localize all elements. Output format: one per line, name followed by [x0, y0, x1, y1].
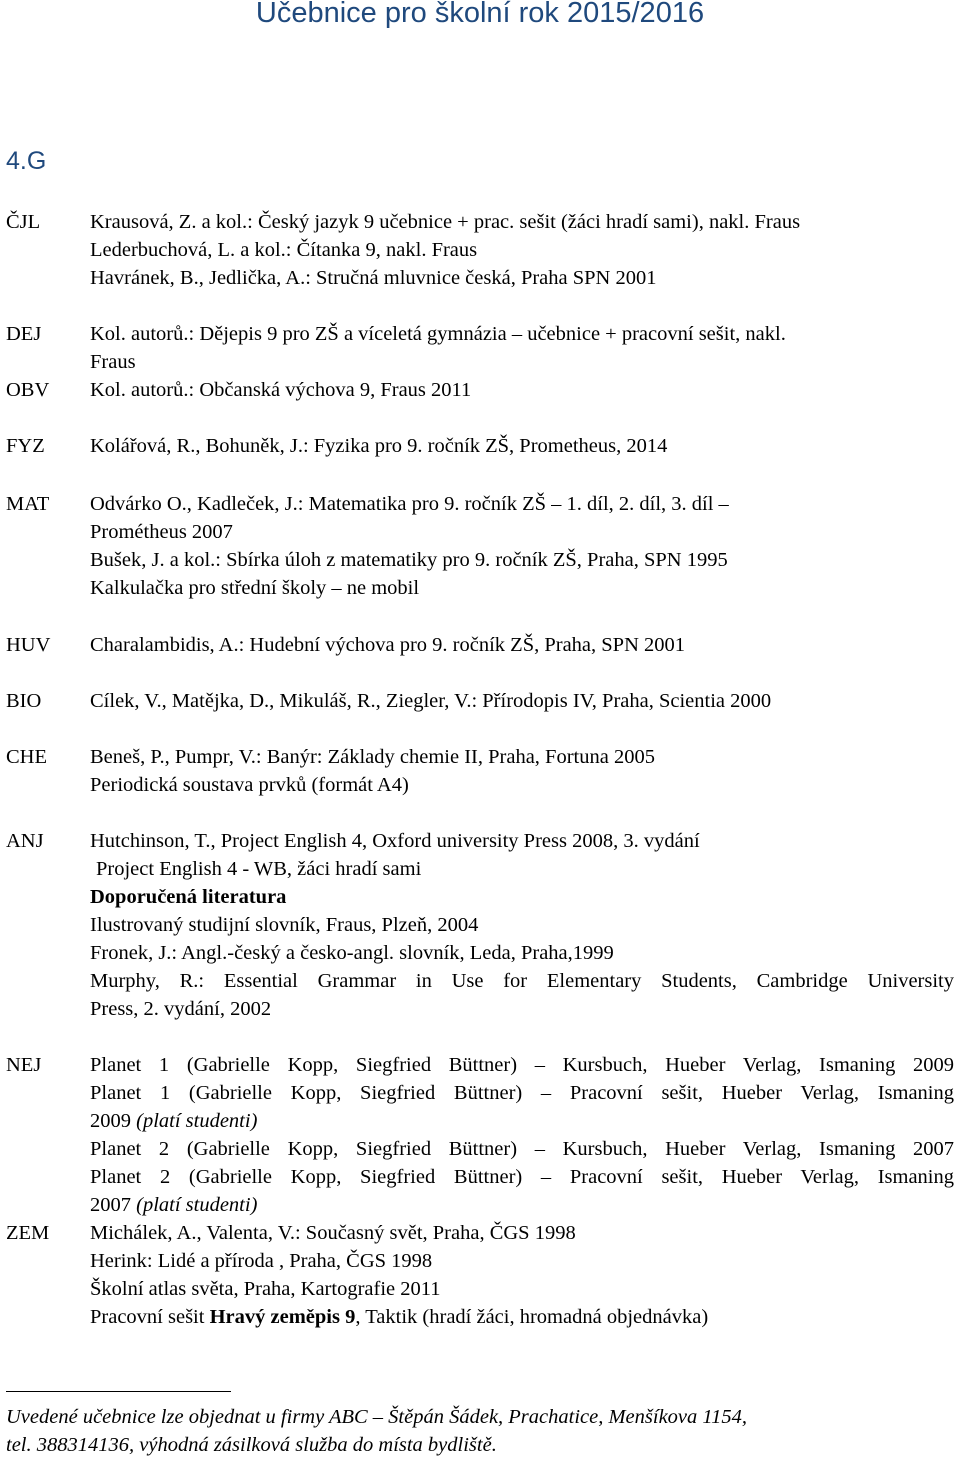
book-line: Havránek, B., Jedlička, A.: Stručná mluvnice česká, Praha SPN 2001: [90, 267, 657, 289]
book-line: Press, 2. vydání, 2002: [90, 998, 272, 1020]
book-line: Charalambidis, A.: Hudební výchova pro 9. ročník ZŠ, Praha, SPN 2001: [90, 634, 686, 656]
footer-note-line-1: Uvedené učebnice lze objednat u firmy ABC – Štěpán Šádek, Prachatice, Menšíkova 1154,: [6, 1406, 748, 1428]
book-line: Hutchinson, T., Project English 4, Oxford university Press 2008, 3. vydání: [90, 830, 700, 852]
book-line: Planet 2 (Gabrielle Kopp, Siegfried Büttner) – Kursbuch, Hueber Verlag, Ismaning 2007: [90, 1138, 954, 1160]
subject-code-obv: OBV: [6, 379, 50, 401]
book-line: Michálek, A., Valenta, V.: Současný svět, Praha, ČGS 1998: [90, 1222, 576, 1244]
page-title: Učebnice pro školní rok 2015/2016: [255, 0, 705, 29]
student-pays-note: (platí studenti): [136, 1194, 258, 1216]
footer-note-line-2: tel. 388314136, výhodná zásilková služba do místa bydliště.: [6, 1434, 497, 1456]
subject-code-anj: ANJ: [6, 830, 44, 852]
book-line: Krausová, Z. a kol.: Český jazyk 9 učebnice + prac. sešit (žáci hradí sami), nakl. Fraus: [90, 211, 801, 233]
book-year: 2009: [90, 1110, 131, 1132]
class-heading: 4.G: [6, 147, 47, 175]
student-pays-note: (platí studenti): [136, 1110, 258, 1132]
book-line: Project English 4 - WB, žáci hradí sami: [96, 858, 422, 880]
book-line: Planet 1 (Gabrielle Kopp, Siegfried Büttner) – Pracovní sešit, Hueber Verlag, Ismaning: [90, 1082, 954, 1104]
book-line: [90, 1107, 954, 1135]
book-line: Školní atlas světa, Praha, Kartografie 2011: [90, 1278, 441, 1300]
book-year: 2007: [90, 1194, 131, 1216]
footer-divider: [6, 1391, 231, 1392]
book-line: Kalkulačka pro střední školy – ne mobil: [90, 577, 420, 599]
book-line: [90, 1191, 954, 1219]
book-line: Lederbuchová, L. a kol.: Čítanka 9, nakl. Fraus: [90, 239, 478, 261]
subject-code-cjl: ČJL: [6, 211, 41, 233]
book-line: Planet 1 (Gabrielle Kopp, Siegfried Büttner) – Kursbuch, Hueber Verlag, Ismaning 2009: [90, 1054, 954, 1076]
book-line: Fraus: [90, 351, 136, 373]
book-line: Ilustrovaný studijní slovník, Fraus, Plzeň, 2004: [90, 914, 479, 936]
book-line: [90, 1303, 954, 1331]
subject-code-huv: HUV: [6, 634, 51, 656]
subject-code-fyz: FYZ: [6, 435, 45, 457]
subject-code-dej: DEJ: [6, 323, 42, 345]
book-line: Fronek, J.: Angl.-český a česko-angl. slovník, Leda, Praha,1999: [90, 942, 614, 964]
subject-code-che: CHE: [6, 746, 47, 768]
book-line: Bušek, J. a kol.: Sbírka úloh z matematiky pro 9. ročník ZŠ, Praha, SPN 1995: [90, 549, 728, 571]
workbook-title: Hravý zeměpis 9: [209, 1306, 356, 1328]
subject-code-nej: NEJ: [6, 1054, 42, 1076]
book-line: Kol. autorů.: Dějepis 9 pro ZŠ a víceletá gymnázia – učebnice + pracovní sešit, nakl.: [90, 323, 786, 345]
subject-code-mat: MAT: [6, 493, 50, 515]
book-line: Planet 2 (Gabrielle Kopp, Siegfried Büttner) – Pracovní sešit, Hueber Verlag, Ismaning: [90, 1166, 954, 1188]
book-line: Kolářová, R., Bohuněk, J.: Fyzika pro 9. ročník ZŠ, Prometheus, 2014: [90, 435, 668, 457]
book-line: Murphy, R.: Essential Grammar in Use for Elementary Students, Cambridge University: [90, 970, 954, 992]
book-line: Herink: Lidé a příroda , Praha, ČGS 1998: [90, 1250, 433, 1272]
subject-code-zem: ZEM: [6, 1222, 50, 1244]
book-line: Cílek, V., Matějka, D., Mikuláš, R., Ziegler, V.: Přírodopis IV, Praha, Scientia 2000: [90, 690, 772, 712]
book-line: Periodická soustava prvků (formát A4): [90, 774, 409, 796]
book-line: Kol. autorů.: Občanská výchova 9, Fraus 2011: [90, 379, 472, 401]
book-line: Prométheus 2007: [90, 521, 233, 543]
subject-code-bio: BIO: [6, 690, 42, 712]
recommended-literature-heading: Doporučená literatura: [90, 886, 287, 908]
book-line: Beneš, P., Pumpr, V.: Banýr: Základy chemie II, Praha, Fortuna 2005: [90, 746, 655, 768]
workbook-suffix: , Taktik (hradí žáci, hromadná objednávka): [355, 1306, 709, 1328]
workbook-prefix: Pracovní sešit: [90, 1306, 205, 1328]
book-line: Odvárko O., Kadleček, J.: Matematika pro 9. ročník ZŠ – 1. díl, 2. díl, 3. díl –: [90, 493, 729, 515]
